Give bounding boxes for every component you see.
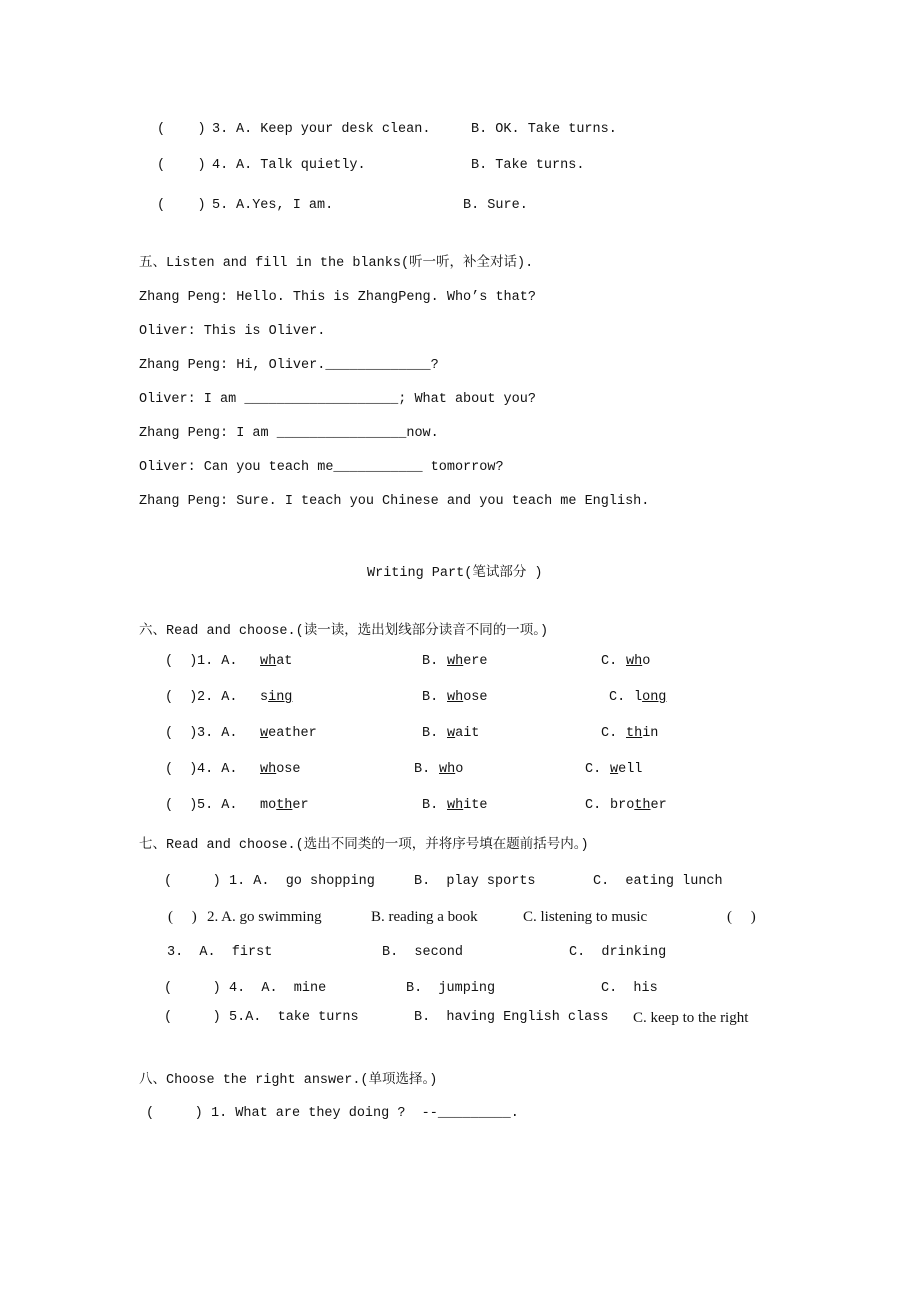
underlined-letters: wh: [447, 654, 464, 669]
option-a: [260, 761, 301, 779]
underlined-letters: ing: [268, 690, 293, 705]
option-a: 4. A. mine: [229, 981, 327, 996]
answer-paren[interactable]: ( ): [165, 654, 198, 669]
option-c: [626, 725, 658, 743]
option-b: [447, 653, 488, 671]
item-number: 3.: [212, 122, 229, 137]
word-part: l: [634, 690, 643, 705]
answer-paren[interactable]: ( ): [165, 798, 198, 813]
dialogue-line: Zhang Peng: Sure. I teach you Chinese and you teach me English.: [139, 494, 650, 509]
section-7-heading: 七、Read and choose.(选出不同类的一项，并将序号填在题前括号内。): [139, 838, 589, 853]
word-part: ell: [618, 762, 643, 777]
word-part: s: [260, 690, 269, 705]
option-label: B.: [422, 798, 439, 813]
option-c: C. eating lunch: [593, 874, 723, 889]
section-6-heading: 六、Read and choose.(读一读，选出划线部分读音不同的一项。): [139, 624, 549, 639]
word-part: er: [292, 798, 309, 813]
item-number: 5.: [212, 198, 229, 213]
option-b: B. second: [382, 945, 464, 960]
option-label: B.: [422, 690, 439, 705]
answer-paren[interactable]: ( ): [164, 981, 221, 996]
item-number: 5. A.: [197, 798, 238, 813]
underlined-letters: th: [276, 798, 293, 813]
item-number: 3. A.: [197, 726, 238, 741]
option-label: B.: [422, 654, 439, 669]
word-part: eather: [268, 726, 317, 741]
writing-part-title: Writing Part(笔试部分 ): [367, 566, 543, 581]
option-a: A. Talk quietly.: [236, 158, 366, 173]
option-label: C.: [601, 726, 618, 741]
item-number: 4. A.: [197, 762, 238, 777]
underlined-letters: w: [260, 726, 269, 741]
answer-paren[interactable]: ( ): [165, 762, 198, 777]
word-part: in: [642, 726, 659, 741]
option-label: C.: [585, 762, 602, 777]
option-a: A.Yes, I am.: [236, 198, 334, 213]
item-number: 1. A.: [197, 654, 238, 669]
underlined-letters: w: [610, 762, 619, 777]
option-label: C.: [585, 798, 602, 813]
option-a: A. Keep your desk clean.: [236, 122, 431, 137]
option-c: C. drinking: [569, 945, 667, 960]
option-b: [447, 725, 479, 743]
underlined-letters: wh: [439, 762, 456, 777]
answer-paren[interactable]: ( ): [164, 1010, 221, 1025]
underlined-letters: th: [634, 798, 651, 813]
item-number: 2. A.: [197, 690, 238, 705]
option-b: B. OK. Take turns.: [471, 122, 617, 137]
option-b: B. having English class: [414, 1010, 609, 1025]
underlined-letters: wh: [447, 690, 464, 705]
dialogue-line: Oliver: I am ___________________; What about you?: [139, 392, 536, 407]
option-b: B. jumping: [406, 981, 496, 996]
underlined-letters: wh: [447, 798, 464, 813]
option-b: B. reading a book: [371, 909, 478, 925]
option-c: [610, 797, 667, 815]
answer-paren[interactable]: ( ): [157, 198, 206, 213]
option-b: B. play sports: [414, 874, 536, 889]
option-a: [260, 689, 292, 707]
question-text: 1. What are they doing ? --_________.: [211, 1106, 519, 1121]
answer-paren[interactable]: ( ): [727, 909, 756, 925]
section-8-heading: 八、Choose the right answer.(单项选择。): [139, 1073, 438, 1088]
option-a: 2. A. go swimming: [207, 909, 322, 925]
underlined-letters: th: [626, 726, 643, 741]
option-b: B. Sure.: [463, 198, 528, 213]
word-part: o: [642, 654, 651, 669]
word-part: at: [276, 654, 293, 669]
answer-paren[interactable]: ( ): [146, 1106, 203, 1121]
option-c: [626, 653, 650, 671]
underlined-letters: w: [447, 726, 456, 741]
dialogue-line: Zhang Peng: I am ________________now.: [139, 426, 439, 441]
option-b: [439, 761, 463, 779]
section-5-heading: 五、Listen and fill in the blanks(听一听，补全对话).: [139, 256, 534, 271]
option-a: [260, 797, 309, 815]
word-part: ose: [276, 762, 301, 777]
dialogue-line: Oliver: Can you teach me___________ tomorrow?: [139, 460, 504, 475]
option-c: [610, 761, 642, 779]
word-part: ose: [463, 690, 488, 705]
option-label: B.: [422, 726, 439, 741]
option-label: C.: [609, 690, 626, 705]
item-number: 4.: [212, 158, 229, 173]
option-b: [447, 797, 488, 815]
word-part: ere: [463, 654, 488, 669]
underlined-letters: wh: [260, 654, 277, 669]
answer-paren[interactable]: ( ): [164, 874, 221, 889]
answer-paren[interactable]: ( ): [165, 690, 198, 705]
option-b: B. Take turns.: [471, 158, 585, 173]
underlined-letters: wh: [626, 654, 643, 669]
dialogue-line: Oliver: This is Oliver.: [139, 324, 326, 339]
option-c: C. his: [601, 981, 658, 996]
option-a: [260, 653, 292, 671]
option-a: 5.A. take turns: [229, 1010, 359, 1025]
answer-paren[interactable]: ( ): [157, 122, 206, 137]
option-label: B.: [414, 762, 431, 777]
word-part: er: [650, 798, 667, 813]
option-c: [634, 689, 666, 707]
option-a: 1. A. go shopping: [229, 874, 375, 889]
option-b: [447, 689, 488, 707]
answer-paren[interactable]: ( ): [168, 909, 197, 925]
answer-paren[interactable]: ( ): [165, 726, 198, 741]
word-part: o: [455, 762, 464, 777]
word-part: bro: [610, 798, 635, 813]
word-part: mo: [260, 798, 277, 813]
answer-paren[interactable]: ( ): [157, 158, 206, 173]
option-a: [260, 725, 317, 743]
option-label: C.: [601, 654, 618, 669]
option-a: 3. A. first: [167, 945, 273, 960]
option-c: C. listening to music: [523, 909, 648, 925]
underlined-letters: ong: [642, 690, 667, 705]
dialogue-line: Zhang Peng: Hi, Oliver._____________?: [139, 358, 439, 373]
option-c: C. keep to the right: [633, 1010, 749, 1026]
dialogue-line: Zhang Peng: Hello. This is ZhangPeng. Who’s that?: [139, 290, 536, 305]
word-part: ite: [463, 798, 488, 813]
underlined-letters: wh: [260, 762, 277, 777]
word-part: ait: [455, 726, 480, 741]
